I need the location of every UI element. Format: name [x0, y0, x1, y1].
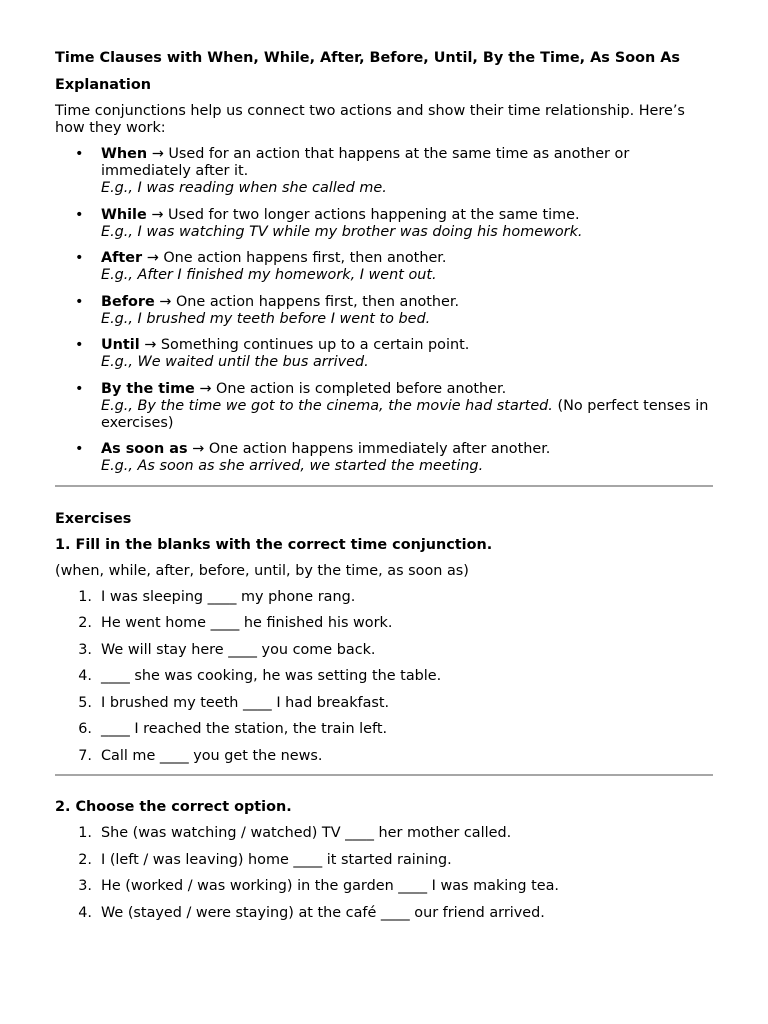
exercise-item: [55, 695, 713, 712]
arrow-icon: →: [194, 380, 217, 397]
conjunction-term: When: [101, 146, 148, 162]
exercises-heading: Exercises: [55, 510, 132, 527]
bullet-icon: •: [75, 250, 84, 266]
document-title: Time Clauses with When, While, After, Before, Until, By the Time, As Soon As: [55, 50, 680, 66]
arrow-icon: →: [146, 206, 168, 223]
exercise-item: [55, 615, 713, 632]
exercise-item: [55, 721, 713, 738]
bullet-icon: •: [75, 206, 84, 223]
conjunction-description: Something continues up to a certain point.: [160, 337, 470, 353]
item-number: 1.: [78, 588, 92, 605]
conjunction-description: One action happens immediately after another.: [208, 441, 551, 457]
exercise-item: [55, 748, 713, 765]
bullet-icon: •: [75, 441, 84, 457]
item-text: ____ she was cooking, he was setting the table.: [101, 668, 442, 684]
arrow-icon: →: [147, 146, 169, 162]
item-number: 4.: [78, 668, 92, 684]
item-text: ____ I reached the station, the train left.: [101, 721, 388, 737]
item-number: 3.: [78, 641, 92, 658]
item-text: Call me ____ you get the news.: [101, 747, 323, 764]
conjunction-term: After: [101, 250, 143, 266]
conjunction-term: Before: [101, 293, 155, 310]
section-divider: [55, 774, 713, 776]
document-body: [55, 50, 713, 931]
conjunction-example: E.g., As soon as she arrived, we started the meeting.: [101, 458, 484, 474]
conjunction-item-before: [55, 294, 713, 328]
conjunction-description: One action is completed before another.: [216, 380, 507, 397]
exercise-item: [55, 589, 713, 606]
exercise-item: [55, 878, 713, 895]
explanation-intro: Time conjunctions help us connect two actions and show their time relationship. Here’s how they work:: [55, 103, 685, 136]
item-text: She (was watching / watched) TV ____ her mother called.: [101, 825, 512, 841]
conjunction-list: [55, 146, 713, 475]
exercise-item: [55, 668, 713, 685]
exercise-item: [55, 825, 713, 842]
item-number: 5.: [78, 694, 92, 711]
exercise-1-list: [55, 589, 713, 765]
exercise-1-options: (when, while, after, before, until, by the time, as soon as): [55, 562, 469, 579]
conjunction-example: E.g., I was reading when she called me.: [101, 180, 387, 196]
arrow-icon: →: [154, 293, 176, 310]
arrow-icon: →: [187, 441, 209, 457]
arrow-icon: →: [139, 337, 161, 353]
exercise-item: [55, 905, 713, 922]
section-divider: [55, 485, 713, 487]
exercise-1-heading: 1. Fill in the blanks with the correct time conjunction.: [55, 536, 493, 553]
conjunction-item-while: [55, 207, 713, 241]
conjunction-item-after: [55, 250, 713, 284]
conjunction-item-as-soon-as: [55, 441, 713, 475]
item-text: We (stayed / were staying) at the café ____ our friend arrived.: [101, 904, 545, 921]
item-number: 2.: [78, 851, 92, 868]
conjunction-example: E.g., After I finished my homework, I went out.: [101, 267, 437, 283]
bullet-icon: •: [75, 146, 84, 162]
explanation-heading: Explanation: [55, 77, 151, 93]
conjunction-example: E.g., I brushed my teeth before I went to bed.: [101, 310, 431, 327]
item-text: I was sleeping ____ my phone rang.: [101, 588, 356, 605]
conjunction-item-until: [55, 337, 713, 371]
bullet-icon: •: [75, 337, 84, 353]
conjunction-description: One action happens first, then another.: [163, 250, 447, 266]
bullet-icon: •: [75, 293, 84, 310]
item-number: 4.: [78, 904, 92, 921]
conjunction-term: As soon as: [101, 441, 188, 457]
item-text: He went home ____ he finished his work.: [101, 615, 393, 631]
conjunction-term: Until: [101, 337, 140, 353]
item-number: 1.: [78, 825, 92, 841]
item-text: I (left / was leaving) home ____ it started raining.: [101, 851, 452, 868]
conjunction-example: E.g., I was watching TV while my brother was doing his homework.: [101, 223, 583, 240]
item-text: We will stay here ____ you come back.: [101, 641, 376, 658]
conjunction-note: (No perfect tenses in exercises): [101, 397, 709, 431]
item-number: 3.: [78, 878, 92, 894]
item-number: 7.: [78, 747, 92, 764]
conjunction-item-by-the-time: [55, 381, 713, 432]
exercise-2-list: [55, 825, 713, 922]
item-text: He (worked / was working) in the garden ____ I was making tea.: [101, 878, 559, 894]
item-number: 6.: [78, 721, 92, 737]
exercise-item: [55, 642, 713, 659]
conjunction-term: By the time: [101, 380, 195, 397]
conjunction-description: Used for two longer actions happening at the same time.: [167, 206, 580, 223]
item-number: 2.: [78, 615, 92, 631]
bullet-icon: •: [75, 380, 84, 397]
conjunction-example: E.g., We waited until the bus arrived.: [101, 354, 369, 370]
exercise-item: [55, 852, 713, 869]
conjunction-description: One action happens first, then another.: [175, 293, 460, 310]
arrow-icon: →: [142, 250, 164, 266]
conjunction-term: While: [101, 206, 147, 223]
conjunction-example: E.g., By the time we got to the cinema, the movie had started.: [101, 397, 553, 414]
conjunction-description: Used for an action that happens at the same time as another or immediately after it.: [101, 146, 630, 179]
exercise-2-heading: 2. Choose the correct option.: [55, 799, 292, 815]
conjunction-item-when: [55, 146, 713, 197]
item-text: I brushed my teeth ____ I had breakfast.: [101, 694, 390, 711]
